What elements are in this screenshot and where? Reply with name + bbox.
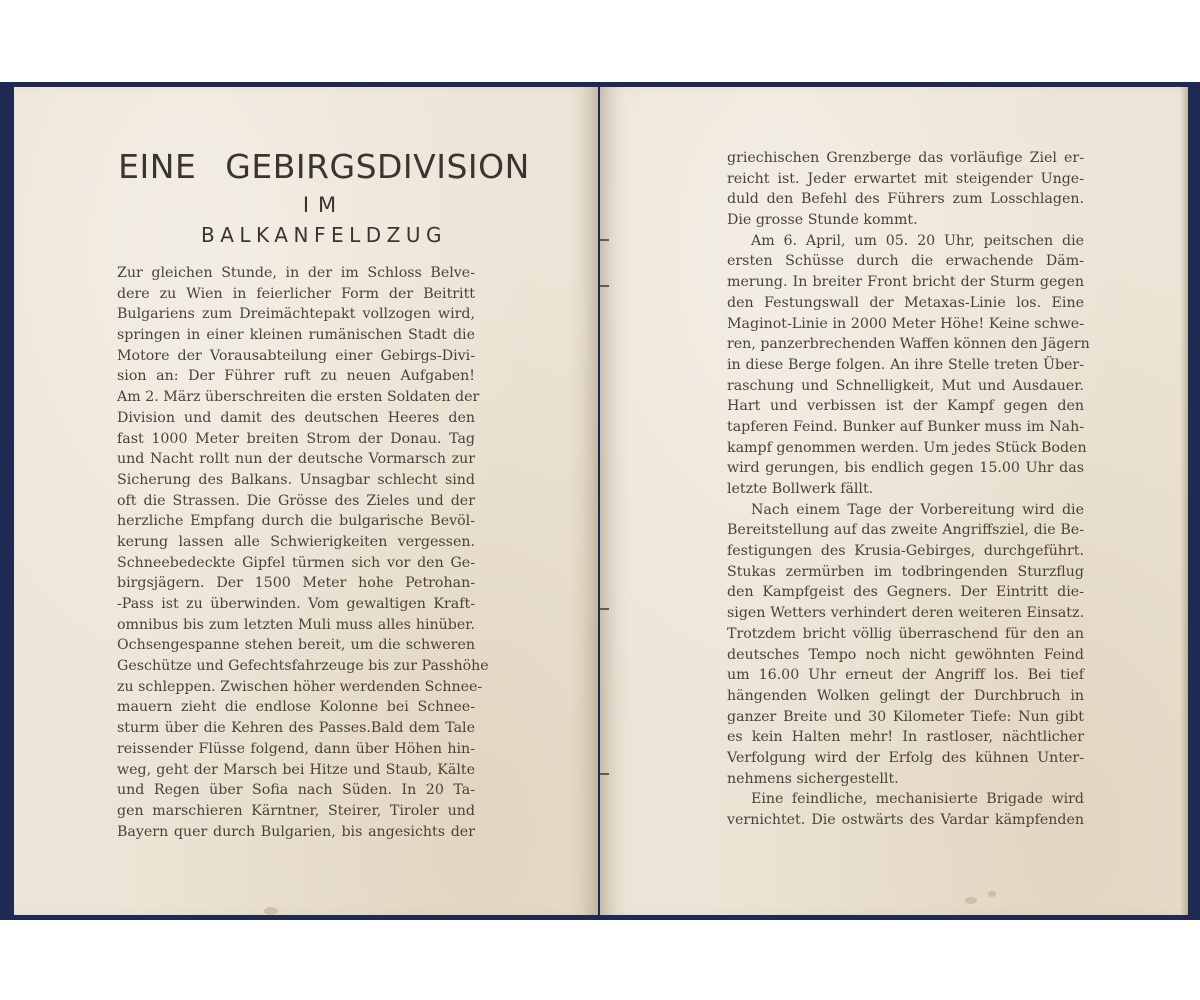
- text-line: es kein Halten mehr! In rastloser, nächtlicher: [727, 729, 1084, 746]
- text-line: fast 1000 Meter breiten Strom der Donau. Tag: [117, 430, 475, 447]
- page-edge-shadow: [1180, 87, 1188, 915]
- text-line: merung. In breiter Front bricht der Sturm gegen: [727, 274, 1084, 291]
- text-line: kerung lassen alle Schwierigkeiten vergessen.: [117, 533, 475, 550]
- binding-stitch: [600, 239, 609, 241]
- text-line: Bayern quer durch Bulgarien, bis angesichts der: [117, 823, 475, 840]
- text-line: reissender Flüsse folgend, dann über Höhen hin-: [117, 740, 475, 757]
- text-line: kampf genommen werden. Um jedes Stück Boden: [727, 439, 1087, 456]
- left-page: [14, 87, 598, 915]
- text-line: oft die Strassen. Die Grösse des Zieles und der: [117, 492, 475, 509]
- text-line: festigungen des Krusia-Gebirges, durchgeführt.: [727, 543, 1084, 560]
- text-line: Am 6. April, um 05. 20 Uhr, peitschen die: [751, 232, 1084, 249]
- text-line: Schneebedeckte Gipfel türmen sich vor den Ge-: [117, 554, 475, 571]
- paper-stain: [988, 891, 996, 897]
- binding-stitch: [600, 608, 609, 610]
- text-line: Verfolgung wird der Erfolg des kühnen Unter-: [727, 749, 1084, 766]
- text-line: deutsches Tempo noch nicht gewöhnten Feind: [727, 646, 1084, 663]
- binding-stitch: [600, 773, 609, 775]
- text-line: ersten Schüsse durch die erwachende Däm-: [727, 253, 1084, 270]
- text-line: Hart und verbissen ist der Kampf gegen den: [727, 398, 1084, 415]
- text-line: zu schleppen. Zwischen höher werdenden Schnee-: [117, 678, 483, 695]
- text-line: nehmens sichergestellt.: [727, 770, 899, 787]
- text-line: Bulgariens zum Dreimächtepakt vollzogen wird,: [117, 306, 475, 323]
- text-line: sturm über die Kehren des Passes.Bald dem Tale: [117, 720, 475, 737]
- text-line: dere zu Wien in feierlicher Form der Beitritt: [117, 285, 475, 302]
- paper-stain: [965, 897, 977, 904]
- text-line: springen in einer kleinen rumänischen Stadt die: [117, 327, 475, 344]
- text-line: Bereitstellung auf das zweite Angriffsziel, die Be-: [727, 522, 1084, 539]
- text-line: reicht ist. Jeder erwartet mit steigender Unge-: [727, 170, 1084, 187]
- paper-stain: [264, 907, 278, 915]
- text-line: ganzer Breite und 30 Kilometer Tiefe: Nun gibt: [727, 708, 1084, 725]
- text-line: raschung und Schnelligkeit, Mut und Ausdauer.: [727, 377, 1084, 394]
- text-line: sigen Wetters verhindert deren weiteren Einsatz.: [727, 605, 1084, 622]
- text-line: birgsjägern. Der 1500 Meter hohe Petrohan-: [117, 575, 475, 592]
- text-line: und Nacht rollt nun der deutsche Vormarsch zur: [117, 451, 475, 468]
- text-line: Nach einem Tage der Vorbereitung wird die: [751, 501, 1084, 518]
- text-line: Eine feindliche, mechanisierte Brigade wird: [751, 791, 1084, 808]
- text-line: Am 2. März überschreiten die ersten Soldaten der: [117, 389, 480, 406]
- text-line: Ochsengespanne stehen bereit, um die schweren: [117, 637, 475, 654]
- text-line: gen marschieren Kärntner, Steirer, Tiroler und: [117, 802, 475, 819]
- text-line: sion an: Der Führer ruft zu neuen Aufgaben!: [117, 368, 475, 385]
- text-line: griechischen Grenzberge das vorläufige Ziel er-: [727, 150, 1084, 166]
- text-line: Zur gleichen Stunde, in der im Schloss Belve-: [117, 265, 475, 281]
- title-line-2: IM: [302, 193, 346, 217]
- text-line: Trotzdem bricht völlig überraschend für den an: [727, 625, 1084, 642]
- text-line: vernichtet. Die ostwärts des Vardar kämpfenden: [727, 812, 1084, 828]
- text-line: Die grosse Stunde kommt.: [727, 212, 918, 229]
- binding-stitch: [600, 285, 609, 287]
- right-page: [600, 87, 1188, 915]
- left-page-body: [117, 263, 489, 842]
- text-line: ren, panzerbrechenden Waffen können den Jägern: [727, 336, 1090, 353]
- right-page-body: [727, 148, 1090, 831]
- text-line: mauern zieht die endlose Kolonne bei Schnee-: [117, 699, 475, 716]
- text-line: letzte Bollwerk fällt.: [727, 481, 874, 497]
- text-line: -Pass ist zu überwinden. Vom gewaltigen Kraft-: [117, 596, 475, 612]
- title-line-1: EINE GEBIRGSDIVISION: [118, 147, 530, 186]
- text-line: in diese Berge folgen. An ihre Stelle treten Über-: [727, 356, 1084, 373]
- text-line: den Kampfgeist des Gegners. Der Eintritt die-: [727, 584, 1084, 601]
- text-line: Stukas zermürben im todbringenden Sturzflug: [727, 563, 1084, 580]
- text-line: und Regen über Sofia nach Süden. In 20 Ta-: [117, 782, 475, 799]
- text-line: tapferen Feind. Bunker auf Bunker muss im Nah-: [727, 418, 1084, 435]
- text-line: Motore der Vorausabteilung einer Gebirgs-Divi-: [117, 347, 475, 364]
- text-line: weg, geht der Marsch bei Hitze und Staub, Kälte: [117, 761, 475, 778]
- text-line: hängenden Wolken gelingt der Durchbruch in: [727, 687, 1084, 704]
- text-line: herzliche Empfang durch die bulgarische Bevöl-: [117, 513, 475, 530]
- text-line: den Festungswall der Metaxas-Linie los. Eine: [727, 294, 1084, 311]
- title-line-3: BALKANFELDZUG: [201, 223, 447, 247]
- text-line: Geschütze und Gefechtsfahrzeuge bis zur Passhöhe: [117, 658, 489, 675]
- text-line: Maginot-Linie in 2000 Meter Höhe! Keine schwe-: [727, 315, 1084, 332]
- text-line: Division und damit des deutschen Heeres den: [117, 409, 475, 426]
- text-line: duld den Befehl des Führers zum Losschlagen.: [727, 191, 1084, 208]
- text-line: wird gerungen, bis endlich gegen 15.00 Uhr das: [727, 460, 1084, 477]
- text-line: Sicherung des Balkans. Unsagbar schlecht sind: [117, 471, 475, 488]
- text-line: omnibus bis zum letzten Muli muss alles hinüber.: [117, 616, 475, 633]
- text-line: um 16.00 Uhr erneut der Angriff los. Bei tief: [727, 667, 1084, 684]
